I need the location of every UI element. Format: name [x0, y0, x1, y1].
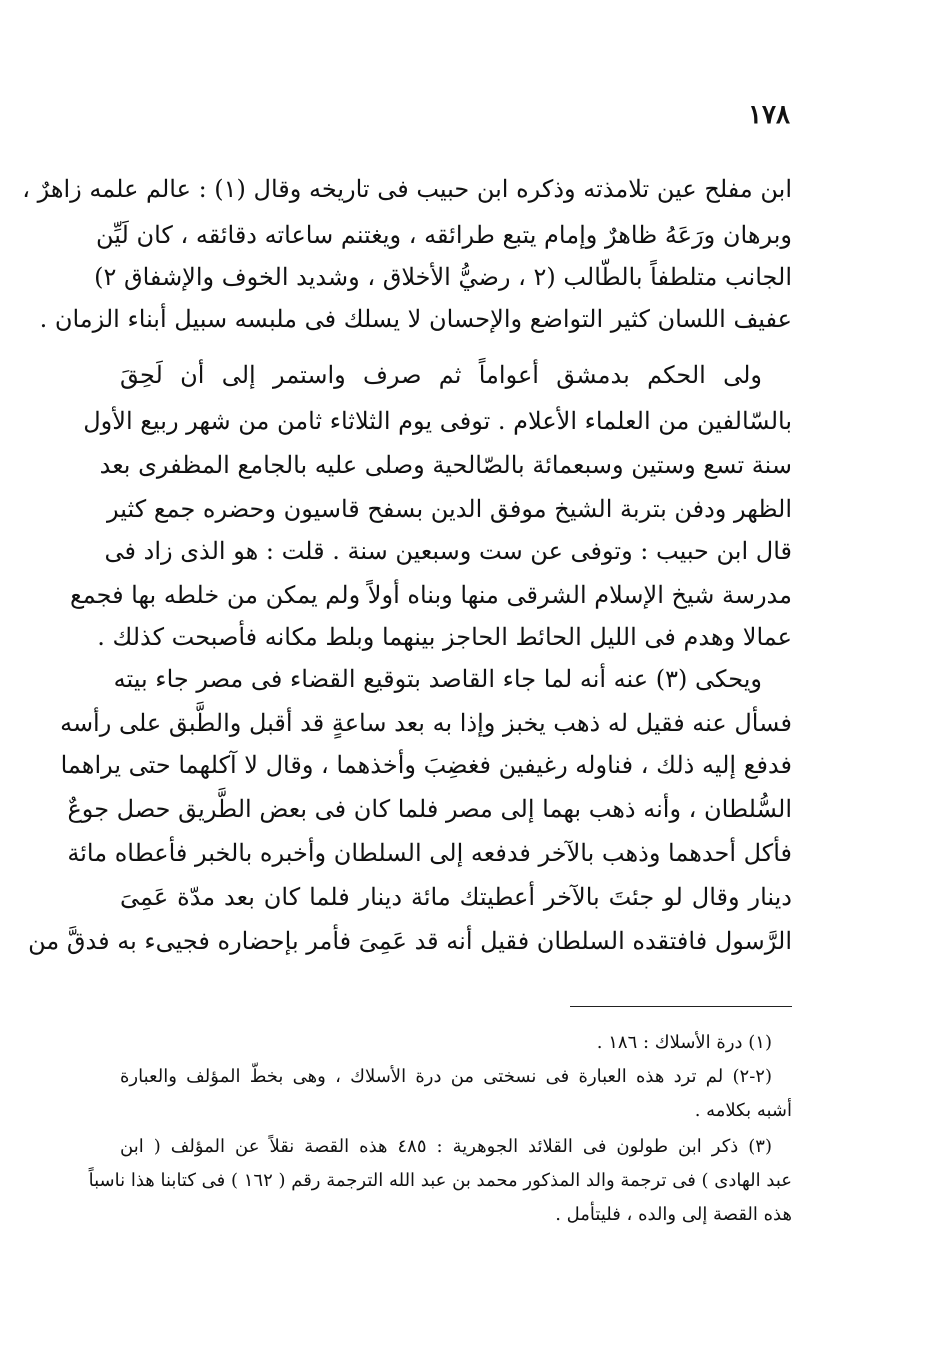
text-line: الجانب متلطفاً بالطّالب (٢ ، رضيُّ الأخلاق ، وشديد الخوف والإشفاق ٢): [94, 263, 792, 291]
text-line: فأكل أحدهما وذهب بالآخر فدفعه إلى السلطان وأخبره بالخبر فأعطاه مائة: [67, 839, 792, 867]
footnote-line: (٣) ذكر ابن طولون فى القلائد الجوهرية : ٤٨٥ هذه القصة نقلاً عن المؤلف ( ابن: [120, 1136, 772, 1157]
footnote-line: (٢-٢) لم ترد هذه العبارة فى نسختى من درة الأسلاك ، وهى بخطّ المؤلف والعبارة: [120, 1066, 772, 1087]
text-line: عفيف اللسان كثير التواضع والإحسان لا يسلك فى ملبسه سبيل أبناء الزمان .: [39, 305, 792, 333]
text-line: ويحكى (٣) عنه أنه لما جاء القاصد بتوقيع القضاء فى مصر جاء بيته: [113, 665, 762, 693]
text-line: السُّلطان ، وأنه ذهب بهما إلى مصر فلما كان فى بعض الطَّريق حصل جوعٌ: [67, 795, 792, 823]
page-number: ١٧٨: [748, 100, 790, 130]
footnote-line: هذه القصة إلى والده ، فليتأمل .: [555, 1204, 792, 1225]
text-line: دينار وقال لو جئتَ بالآخر أعطيتك مائة دينار فلما كان بعد مدّة عَمِىَ: [120, 883, 792, 911]
text-line: الظهر ودفن بتربة الشيخ موفق الدين بسفح قاسيون وحضره جمع كثير: [107, 495, 792, 523]
text-line: عمالا وهدم فى الليل الحائط الحاجز بينهما وبلط مكانه فأصبحت كذلك .: [97, 623, 792, 651]
text-line: ولى الحكم بدمشق أعواماً ثم صرف واستمر إلى أن لَحِقَ: [120, 361, 762, 389]
text-line: مدرسة شيخ الإسلام الشرقى منها وبناه أولاً ولم يمكن من خلطه بها فجمع: [69, 581, 792, 609]
text-line: فدفع إليه ذلك ، فناوله رغيفين فغضِبَ وأخذهما ، وقال لا آكلهما حتى يراهما: [60, 751, 792, 779]
footnote-line: أشبه بكلامه .: [694, 1100, 792, 1121]
text-line: وبرهان ورَعَهُ ظاهرٌ وإمام يتبع طرائقه ، ويغتنم ساعاته دقائقه ، كان لَيِّن: [96, 221, 792, 249]
text-line: الرَّسول فافتقده السلطان فقيل أنه قد عَمِىَ فأمر بإحضاره فجيىء به فدقَّ من: [28, 927, 792, 955]
footnote-separator: [570, 1006, 792, 1007]
text-line: فسأل عنه فقيل له ذهب يخبز وإذا به بعد ساعةٍ قد أقبل والطَّبق على رأسه: [60, 709, 792, 737]
text-line: قال ابن حبيب : وتوفى عن ست وسبعين سنة . قلت : هو الذى زاد فى: [104, 537, 792, 565]
text-line: بالسّالفين من العلماء الأعلام . توفى يوم الثلاثاء ثامن من شهر ربيع الأول: [83, 407, 792, 435]
text-line: سنة تسع وستين وسبعمائة بالصّالحية وصلى عليه بالجامع المظفرى بعد: [99, 451, 792, 479]
footnote-line: عبد الهادى ) فى ترجمة والد المذكور محمد بن عبد الله الترجمة رقم ( ١٦٢ ) فى كتابنا هذا ناسباً: [88, 1170, 792, 1191]
text-line: ابن مفلح عين تلامذته وذكره ابن حبيب فى تاريخه وقال (١) : عالم علمه زاهرٌ ،: [22, 175, 792, 203]
footnote-line: (١) درة الأسلاك : ١٨٦ .: [596, 1032, 772, 1053]
